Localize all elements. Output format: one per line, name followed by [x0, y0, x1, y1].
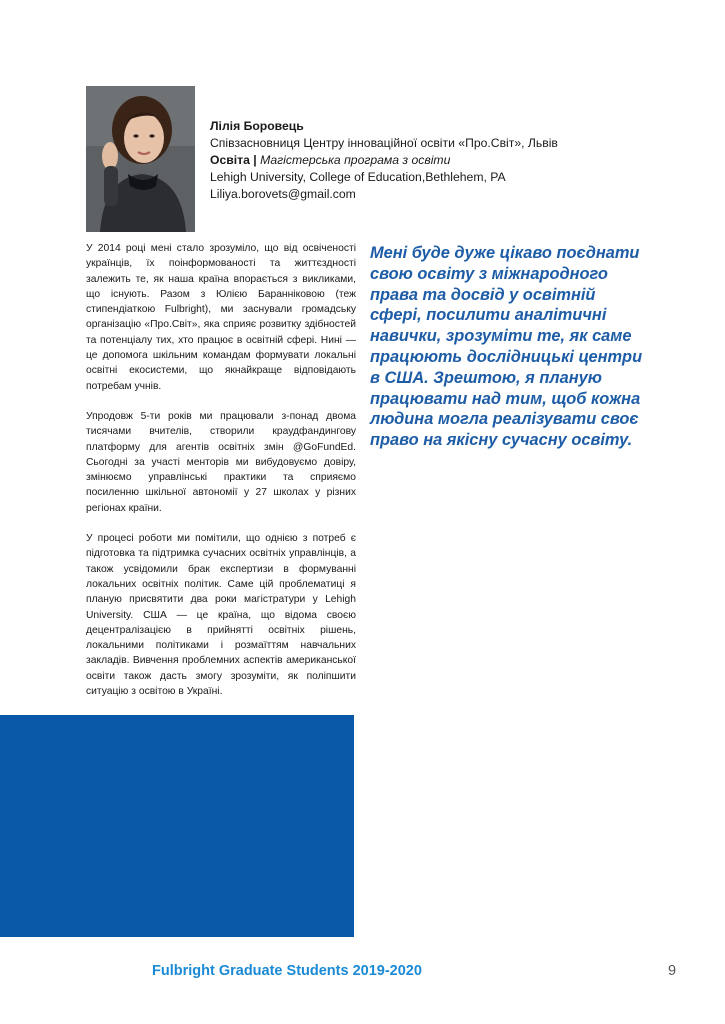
pull-quote: Мені буде дуже цікаво поєднати свою освіту з міжнародного права та досвід у освітній сфері, посилити аналітичні навички, зрозуміти те, як саме працюють дослідницькі центри в США. Зрештою, я планую працювати над тим, щоб кожна людина могла реалізувати своє право на якісну сучасну освіту.	[370, 244, 643, 450]
body-paragraph: Упродовж 5-ти років ми працювали з-понад двома тисячами вчителів, створили краудфандингову платформу для агентів освітніх змін @GoFundEd. Сьогодні за участі менторів ми вибудовуємо довіру, змінюємо управлінські практики та сприяємо посиленню шкільної автономії у 27 школах у різних регіонах країни.	[86, 410, 356, 514]
person-name: Лілія Боровець	[210, 119, 304, 133]
education-value: Магістерська програма з освіти	[260, 153, 451, 167]
university: Lehigh University, College of Education,Bethlehem, PA	[210, 170, 506, 184]
profile-info	[210, 118, 630, 203]
person-role: Співзасновниця Центру інноваційної освіти «Про.Світ», Львів	[210, 136, 558, 150]
footer-title: Fulbright Graduate Students 2019-2020	[152, 963, 422, 979]
portrait-photo	[86, 86, 195, 232]
body-paragraph: У процесі роботи ми помітили, що однією з потреб є підготовка та підтримка сучасних освітніх управлінців, а також усвідомили брак експертизи в формуванні локальних освітніх політик. Саме цій проблематиці я планую присвятити два роки магістратури у Lehigh University. США — це країна, що відома своєю децентралізацією в прийнятті освітніх рішень, локальними політиками і розмаїттям навчальних закладів. Вивчення проблемних аспектів американської освіти також дасть змогу зрозуміти, як поліпшити ситуацію з освітою в Україні.	[86, 533, 356, 698]
body-paragraph: У 2014 році мені стало зрозуміло, що від освіченості українців, їх поінформованості та життєздності залежить те, як наша країна впорається з викликами, що існують. Разом з Юлією Баранніковою (теж стипендіаткою Fulbright), ми заснували громадську організацію «Про.Світ», яка сприяє розвитку здібностей та потенціалу тих, хто працює в освітній сфері. Нині — це допомога шкільним командам формувати локальні освітні екосистеми, що якнайкраще відповідають потребам учнів.	[86, 243, 356, 392]
page-number: 9	[668, 963, 677, 979]
education-line	[210, 152, 630, 169]
email: Liliya.borovets@gmail.com	[210, 187, 356, 201]
decorative-blue-block	[0, 715, 354, 937]
body-text	[86, 241, 356, 714]
education-label: Освіта |	[210, 153, 257, 167]
